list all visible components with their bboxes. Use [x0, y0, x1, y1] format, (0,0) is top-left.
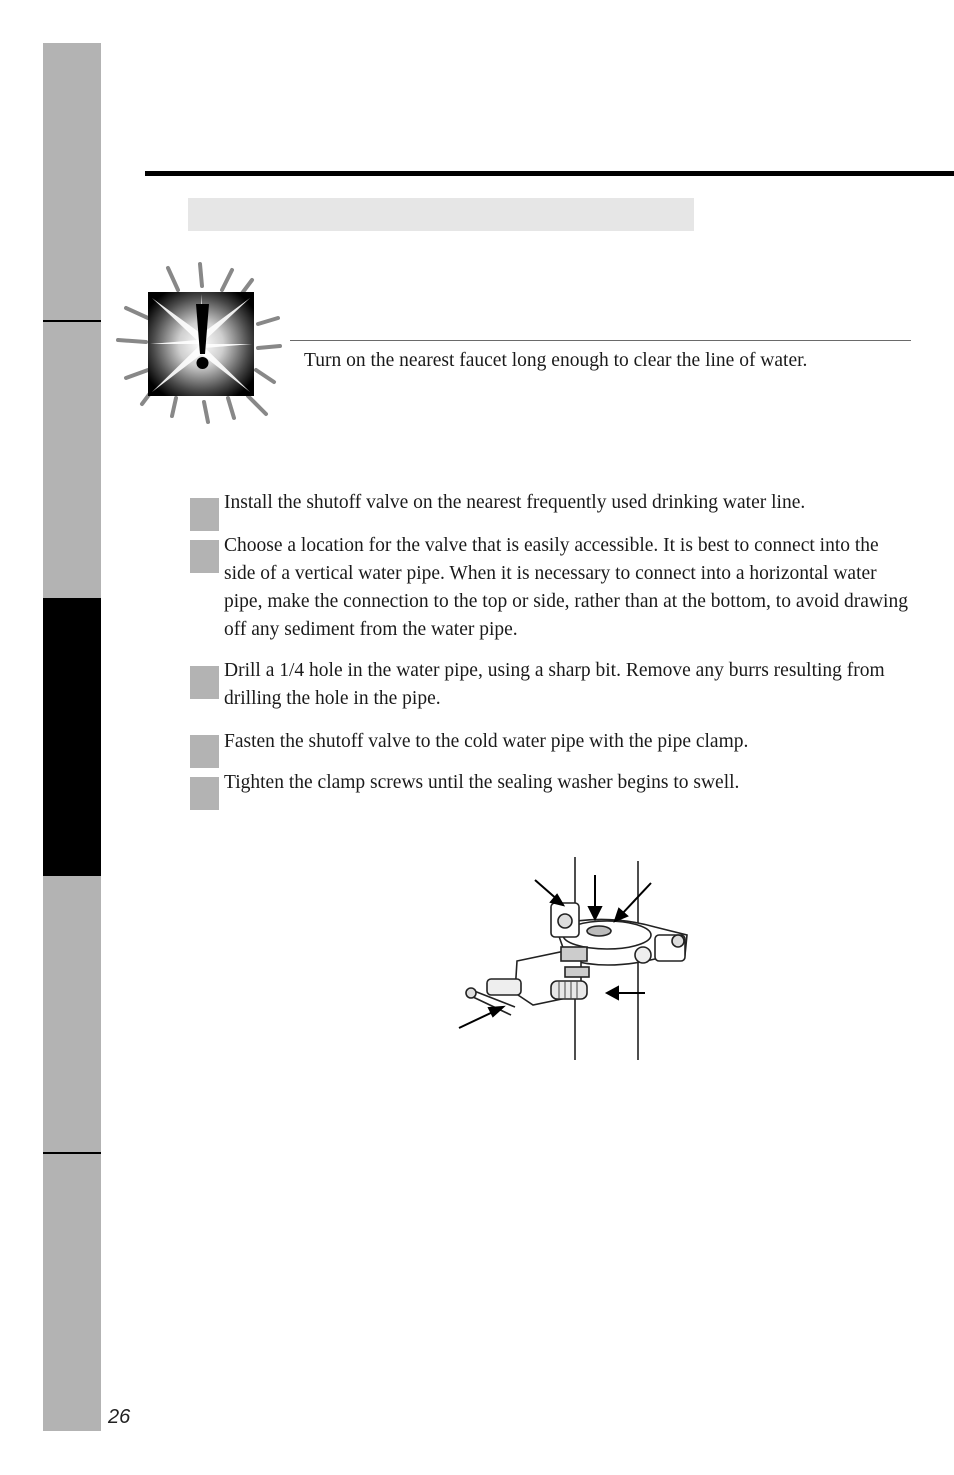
step-number-box — [190, 735, 219, 768]
step-number-box — [190, 498, 219, 531]
step-text: Tighten the clamp screws until the sealing washer begins to swell. — [224, 772, 740, 793]
warning-text: Turn on the nearest faucet long enough to clear the line of water. — [304, 350, 808, 371]
header-rule — [145, 171, 954, 176]
step-number-box — [190, 777, 219, 810]
sidebar-tab-active[interactable] — [43, 598, 101, 876]
warning-rule — [290, 340, 911, 341]
step-number-box — [190, 666, 219, 699]
sidebar-tab-1[interactable] — [43, 43, 101, 321]
sidebar-tab-4[interactable] — [43, 876, 101, 1153]
step-text: Install the shutoff valve on the nearest frequently used drinking water line. — [224, 492, 806, 513]
sidebar-tab-5[interactable] — [43, 1154, 101, 1431]
exclamation-burst-icon — [112, 258, 288, 428]
step-text: Drill a 1/4 hole in the water pipe, using a sharp bit. Remove any burrs resulting from drilling the hole in the pipe. — [224, 660, 885, 709]
section-header-band — [188, 198, 694, 231]
step-number-box — [190, 540, 219, 573]
step-text: Choose a location for the valve that is easily accessible. It is best to connect into the side of a vertical water pipe. When it is necessary to connect into a horizontal water pipe, make the connection to the top or side, rather than at the bottom, to avoid drawing off any sediment from the water pipe. — [224, 535, 908, 640]
page-number: 26 — [108, 1406, 131, 1428]
step-text: Fasten the shutoff valve to the cold water pipe with the pipe clamp. — [224, 731, 749, 752]
sidebar-tab-2[interactable] — [43, 322, 101, 598]
shutoff-valve-pipe-clamp-illustration — [455, 855, 695, 1065]
